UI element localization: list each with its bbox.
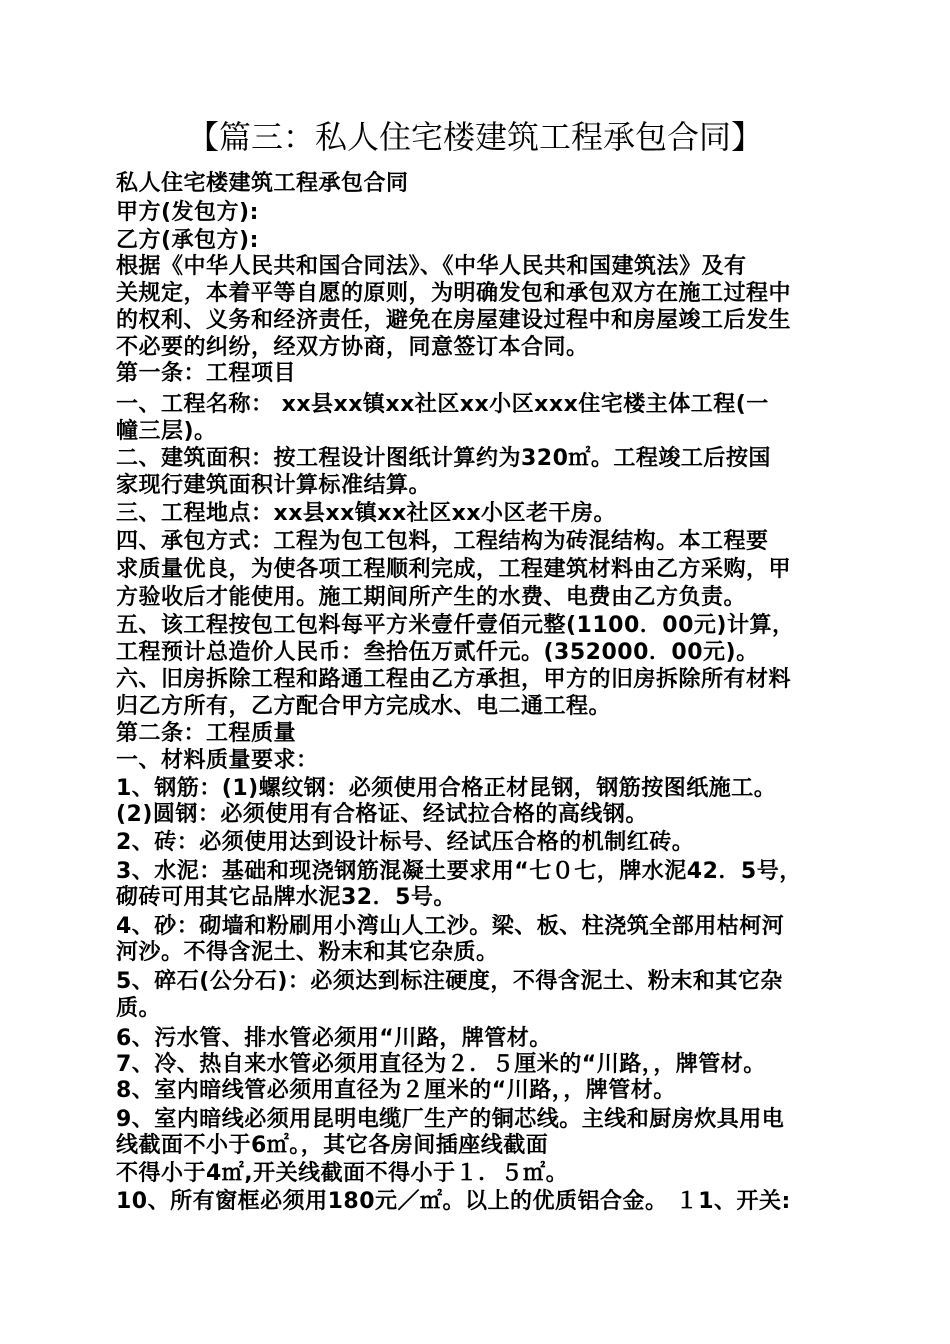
paragraph-line: 的权利、义务和经济责任，避免在房屋建设过程中和房屋竣工后发生 [116, 308, 792, 333]
paragraph-line: 河沙。不得含泥土、粉末和其它杂质。 [116, 940, 499, 965]
paragraph-line: 2、砖：必须使用达到设计标号、经试压合格的机制红砖。 [116, 830, 695, 855]
paragraph-line: 关规定，本着平等自愿的原则，为明确发包和承包双方在施工过程中 [116, 281, 792, 306]
paragraph-line: 乙方(承包方): [116, 228, 259, 253]
paragraph-line: 根据《中华人民共和国合同法》、《中华人民共和国建筑法》及有 [116, 254, 747, 279]
paragraph-line: 线截面不小于6㎡。，其它各房间插座线截面 [116, 1133, 549, 1158]
paragraph-line: (2)圆钢：必须使用有合格证、经试拉合格的高线钢。 [116, 802, 648, 827]
document-title: 【篇三：私人住宅楼建筑工程承包合同】 [186, 118, 763, 156]
paragraph-line: 第一条：工程项目 [116, 361, 297, 386]
paragraph-line: 7、冷、热自来水管必须用直径为２．５厘米的“川路，，牌管材。 [116, 1052, 766, 1077]
paragraph-line: 6、污水管、排水管必须用“川路，牌管材。 [116, 1026, 552, 1051]
paragraph-line: 砌砖可用其它品牌水泥32．5号。 [116, 885, 456, 910]
paragraph-line: 二、建筑面积：按工程设计图纸计算约为320㎡。工程竣工后按国 [116, 446, 771, 471]
paragraph-line: 第二条：工程质量 [116, 721, 297, 746]
paragraph-line: 不得小于4㎡,开关线截面不得小于１．５㎡。 [116, 1161, 569, 1186]
paragraph-line: 10、所有窗框必须用180元／㎡。以上的优质铝合金。 １1、开关: [116, 1189, 791, 1214]
paragraph-line: 8、室内暗线管必须用直径为２厘米的“川路，，牌管材。 [116, 1078, 676, 1103]
paragraph-line: 质。 [116, 996, 162, 1021]
paragraph-line: 幢三层)。 [116, 419, 217, 444]
paragraph-line: 六、旧房拆除工程和路通工程由乙方承担，甲方的旧房拆除所有材料 [116, 667, 792, 692]
paragraph-line: 不必要的纠纷，经双方协商，同意签订本合同。 [116, 335, 589, 360]
paragraph-line: 4、砂：砌墙和粉刷用小湾山人工沙。梁、板、柱浇筑全部用枯柯河 [116, 914, 785, 939]
paragraph-line: 9、室内暗线必须用昆明电缆厂生产的铜芯线。主线和厨房炊具用电 [116, 1107, 785, 1132]
paragraph-line: 一、工程名称： xx县xx镇xx社区xx小区xxx住宅楼主体工程(一 [116, 392, 769, 417]
paragraph-line: 家现行建筑面积计算标准结算。 [116, 473, 432, 498]
paragraph-line: 5、碎石(公分石)：必须达到标注硬度，不得含泥土、粉末和其它杂 [116, 969, 783, 994]
paragraph-line: 一、材料质量要求： [116, 748, 319, 773]
paragraph-line: 3、水泥：基础和现浇钢筋混凝土要求用“七０七，牌水泥42．5号， [116, 859, 802, 884]
paragraph-line: 三、工程地点：xx县xx镇xx社区xx小区老干房。 [116, 501, 617, 526]
paragraph-line: 1、钢筋：(1)螺纹钢：必须使用合格正材昆钢，钢筋按图纸施工。 [116, 776, 777, 801]
paragraph-line: 求质量优良，为使各项工程顺利完成，工程建筑材料由乙方采购，甲 [116, 557, 792, 582]
paragraph-line: 私人住宅楼建筑工程承包合同 [116, 171, 409, 196]
paragraph-line: 四、承包方式：工程为包工包料，工程结构为砖混结构。本工程要 [116, 529, 769, 554]
paragraph-line: 工程预计总造价人民币：叁拾伍万贰仟元。(352000．00元)。 [116, 640, 759, 665]
paragraph-line: 方验收后才能使用。施工期间所产生的水费、电费由乙方负责。 [116, 585, 747, 610]
paragraph-line: 归乙方所有，乙方配合甲方完成水、电二通工程。 [116, 694, 612, 719]
paragraph-line: 甲方(发包方): [116, 200, 259, 225]
paragraph-line: 五、该工程按包工包料每平方米壹仟壹佰元整(1100．00元)计算， [116, 613, 795, 638]
